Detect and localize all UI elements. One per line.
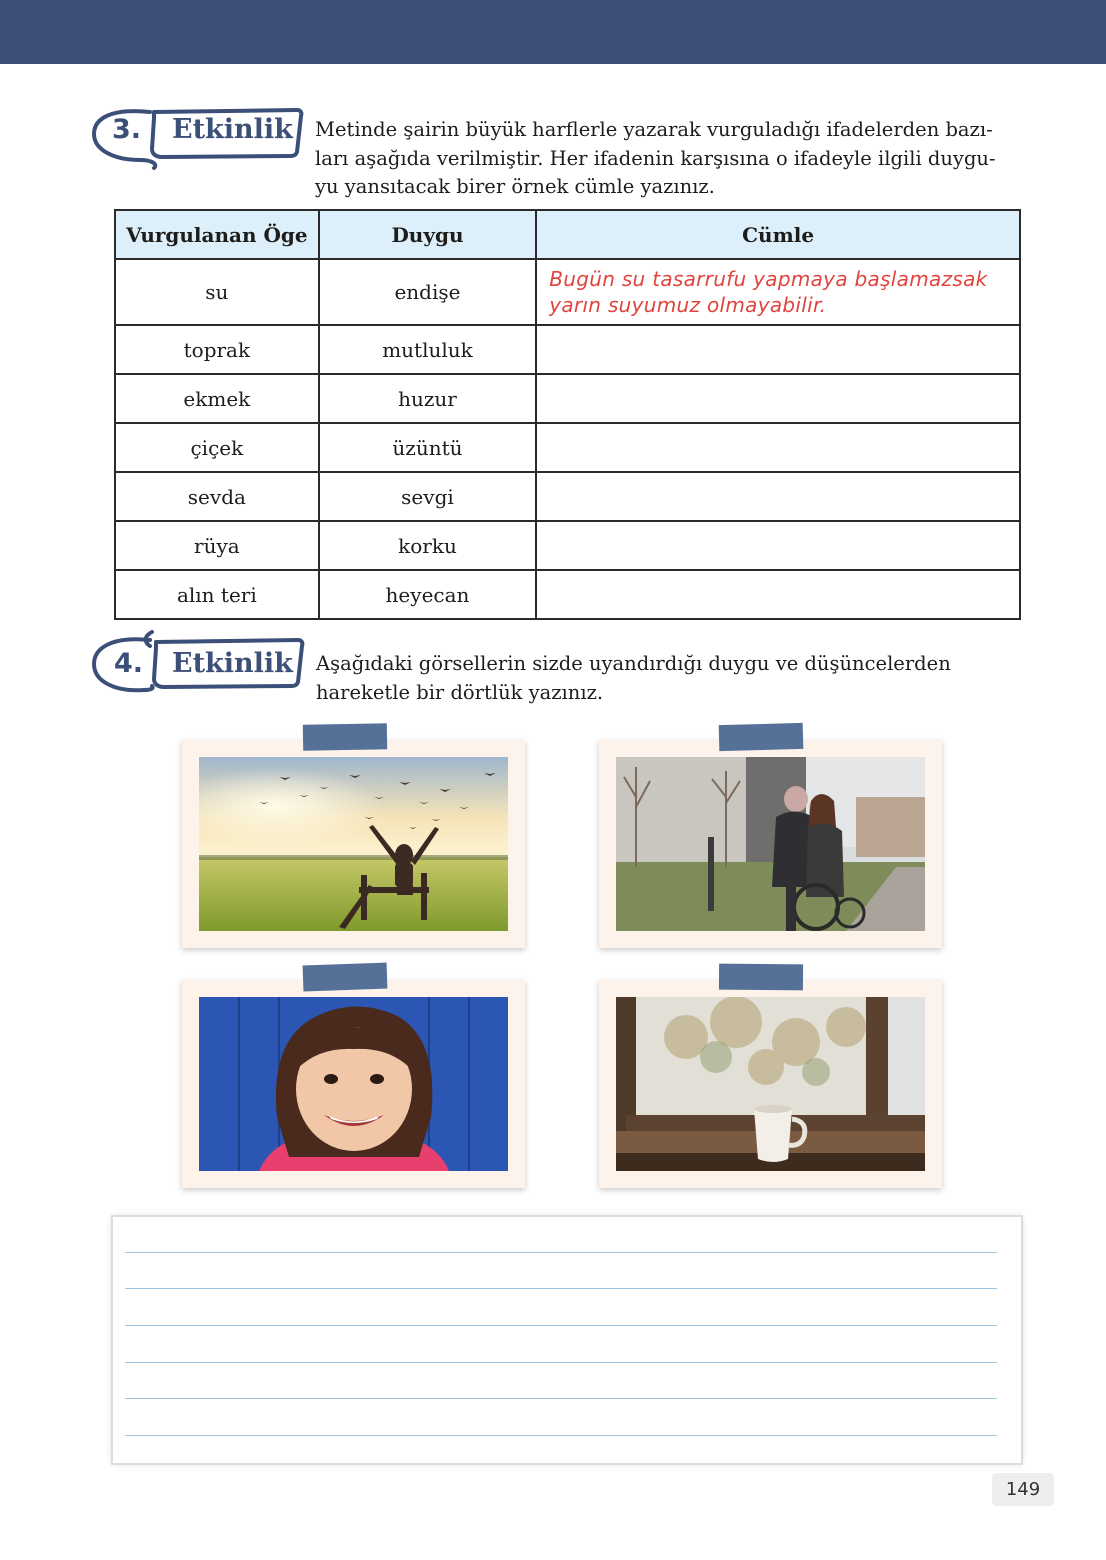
writing-line <box>125 1398 997 1399</box>
page-number: 149 <box>992 1473 1054 1506</box>
table-row <box>115 423 1020 472</box>
duygu-cell: huzur <box>319 374 537 423</box>
table-row <box>115 374 1020 423</box>
writing-line <box>125 1288 997 1289</box>
emotion-table <box>114 209 1021 620</box>
duygu-cell: sevgi <box>319 472 537 521</box>
activity-number: 4. <box>114 648 144 679</box>
oge-cell: toprak <box>115 325 319 374</box>
duygu-cell: heyecan <box>319 570 537 619</box>
friends-wheelchair-hug-photo <box>616 757 925 931</box>
photo-frame <box>599 740 942 948</box>
activity-4-instruction <box>316 650 1016 707</box>
activity-number: 3. <box>112 114 142 145</box>
example-sentence-cell: Bugün su tasarrufu yapmaya başlamazsak yarın suyumuz olmayabilir. <box>536 259 1020 325</box>
oge-cell: çiçek <box>115 423 319 472</box>
writing-line <box>125 1435 997 1436</box>
activity-3-badge <box>92 104 304 172</box>
duygu-cell: mutluluk <box>319 325 537 374</box>
table-header-row <box>115 210 1020 259</box>
oge-cell: rüya <box>115 521 319 570</box>
sentence-answer-cell[interactable] <box>536 570 1020 619</box>
table-row <box>115 521 1020 570</box>
sentence-answer-cell[interactable] <box>536 423 1020 472</box>
header-cumle: Cümle <box>536 210 1020 259</box>
quatrain-writing-area[interactable] <box>113 1217 1021 1463</box>
oge-cell: alın teri <box>115 570 319 619</box>
activity-label: Etkinlik <box>172 648 293 679</box>
instruction-line: yu yansıtacak birer örnek cümle yazınız. <box>315 175 715 198</box>
duygu-cell: endişe <box>319 259 537 325</box>
activity-4-badge <box>92 628 306 696</box>
smiling-girl-photo <box>199 997 508 1171</box>
cup-by-rainy-window-photo <box>616 997 925 1171</box>
activity-3-instruction <box>315 116 1015 202</box>
woman-birds-sunset-photo <box>199 757 508 931</box>
writing-line <box>125 1325 997 1326</box>
tape-strip <box>719 964 803 991</box>
tape-strip <box>719 723 804 751</box>
photo-frame <box>182 740 525 948</box>
tape-strip <box>303 723 387 750</box>
sentence-answer-cell[interactable] <box>536 472 1020 521</box>
writing-line <box>125 1252 997 1253</box>
instruction-line: Metinde şairin büyük harflerle yazarak vurguladığı ifadelerden bazı- <box>315 118 993 141</box>
writing-line <box>125 1362 997 1363</box>
sentence-answer-cell[interactable] <box>536 325 1020 374</box>
table-row <box>115 259 1020 325</box>
oge-cell: su <box>115 259 319 325</box>
activity-label: Etkinlik <box>172 114 293 145</box>
instruction-line: ları aşağıda verilmiştir. Her ifadenin karşısına o ifadeyle ilgili duygu- <box>315 146 996 170</box>
instruction-line: Aşağıdaki görsellerin sizde uyandırdığı duygu ve düşüncelerden <box>316 652 951 675</box>
sentence-answer-cell[interactable] <box>536 521 1020 570</box>
tape-strip <box>303 963 388 992</box>
photo-frame <box>599 980 942 1188</box>
duygu-cell: korku <box>319 521 537 570</box>
table-row <box>115 570 1020 619</box>
header-vurgulanan-oge: Vurgulanan Öge <box>115 210 319 259</box>
sentence-answer-cell[interactable] <box>536 374 1020 423</box>
oge-cell: sevda <box>115 472 319 521</box>
photo-frame <box>182 980 525 1188</box>
instruction-line: hareketle bir dörtlük yazınız. <box>316 680 604 704</box>
header-band <box>0 0 1106 64</box>
header-duygu: Duygu <box>319 210 537 259</box>
oge-cell: ekmek <box>115 374 319 423</box>
table-row <box>115 472 1020 521</box>
table-row <box>115 325 1020 374</box>
duygu-cell: üzüntü <box>319 423 537 472</box>
